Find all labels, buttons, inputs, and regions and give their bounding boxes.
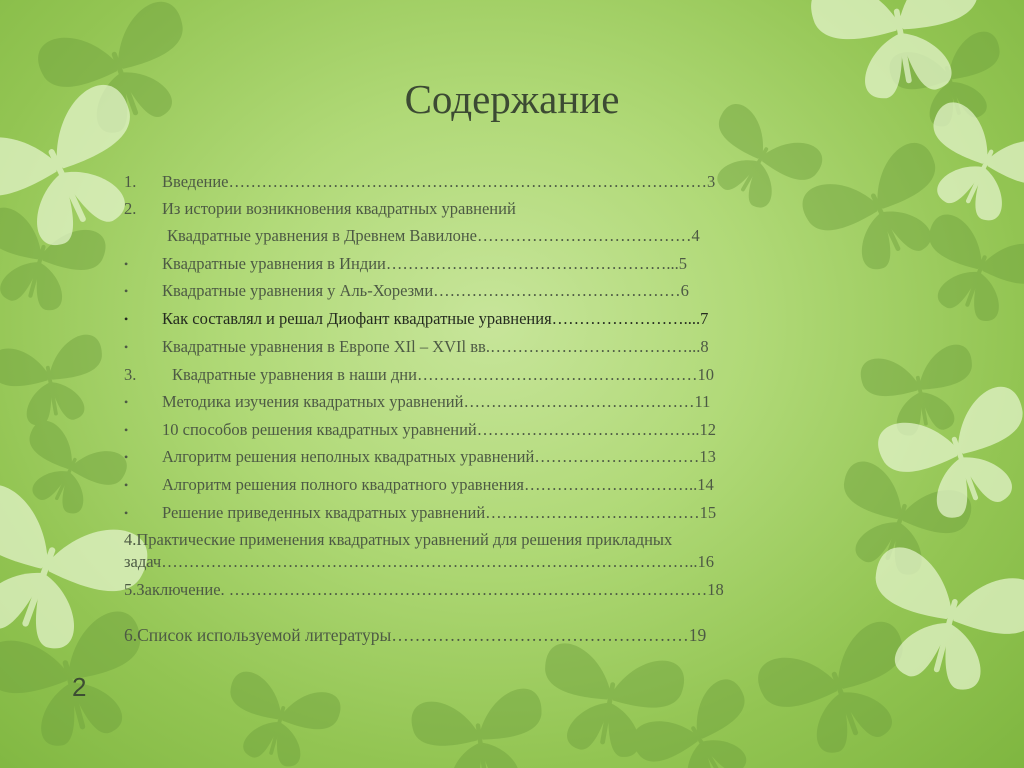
toc-entry-text: 6.Список используемой литературы……………………………………………19 bbox=[124, 625, 707, 645]
bullet-icon: • bbox=[124, 395, 129, 409]
toc-entry-text: Алгоритм решения полного квадратного уравнения…………………………..14 bbox=[162, 475, 714, 494]
toc-entry-text: Решение приведенных квадратных уравнений…………………………………15 bbox=[162, 503, 717, 522]
slide-title: Содержание bbox=[404, 76, 620, 122]
toc-entry-text: Квадратные уравнения у Аль-Хорезми………………………………………6 bbox=[162, 281, 689, 300]
toc-entry-text: Алгоритм решения неполных квадратных уравнений…………………………13 bbox=[162, 447, 716, 466]
bullet-icon: • bbox=[124, 450, 129, 464]
toc-entry-text: 10 способов решения квадратных уравнений…………………………………..12 bbox=[162, 420, 717, 439]
toc-entry-text: Квадратные уравнения в Древнем Вавилоне…………………………………4 bbox=[167, 226, 700, 245]
bullet-icon: • bbox=[124, 257, 129, 271]
toc-entry-text: 5.Заключение. ……………………………………………………………………………18 bbox=[124, 580, 724, 599]
bullet-icon: • bbox=[124, 312, 129, 326]
bullet-icon: • bbox=[124, 506, 129, 520]
toc-entry-text: Как составлял и решал Диофант квадратные уравнения……………………....7 bbox=[162, 309, 709, 328]
bullet-icon: • bbox=[124, 478, 129, 492]
bullet-icon: • bbox=[124, 284, 129, 298]
toc-entry-text: Квадратные уравнения в Индии……………………………………………...5 bbox=[162, 254, 688, 273]
toc-number: 3. bbox=[124, 365, 137, 384]
bullet-icon: • bbox=[124, 423, 129, 437]
toc-number: 2. bbox=[124, 199, 137, 218]
toc-entry-text: Введение……………………………………………………………………………3 bbox=[162, 172, 716, 191]
toc-entry-text: Из истории возникновения квадратных уравнений bbox=[162, 199, 516, 218]
toc-entry-text: Квадратные уравнения в наши дни……………………………………………10 bbox=[172, 365, 714, 384]
page-number: 2 bbox=[72, 672, 87, 702]
toc-entry-text: задач……………………………………………………………………………………..16 bbox=[124, 552, 714, 571]
toc-entry-text: 4.Практические применения квадратных уравнений для решения прикладных bbox=[124, 530, 673, 549]
bullet-icon: • bbox=[124, 340, 129, 354]
toc-entry-text: Методика изучения квадратных уравнений……………………………………11 bbox=[162, 392, 711, 411]
toc-number: 1. bbox=[124, 172, 137, 191]
toc-entry-text: Квадратные уравнения в Европе XIl – XVIl вв.………………………………...8 bbox=[162, 337, 709, 356]
